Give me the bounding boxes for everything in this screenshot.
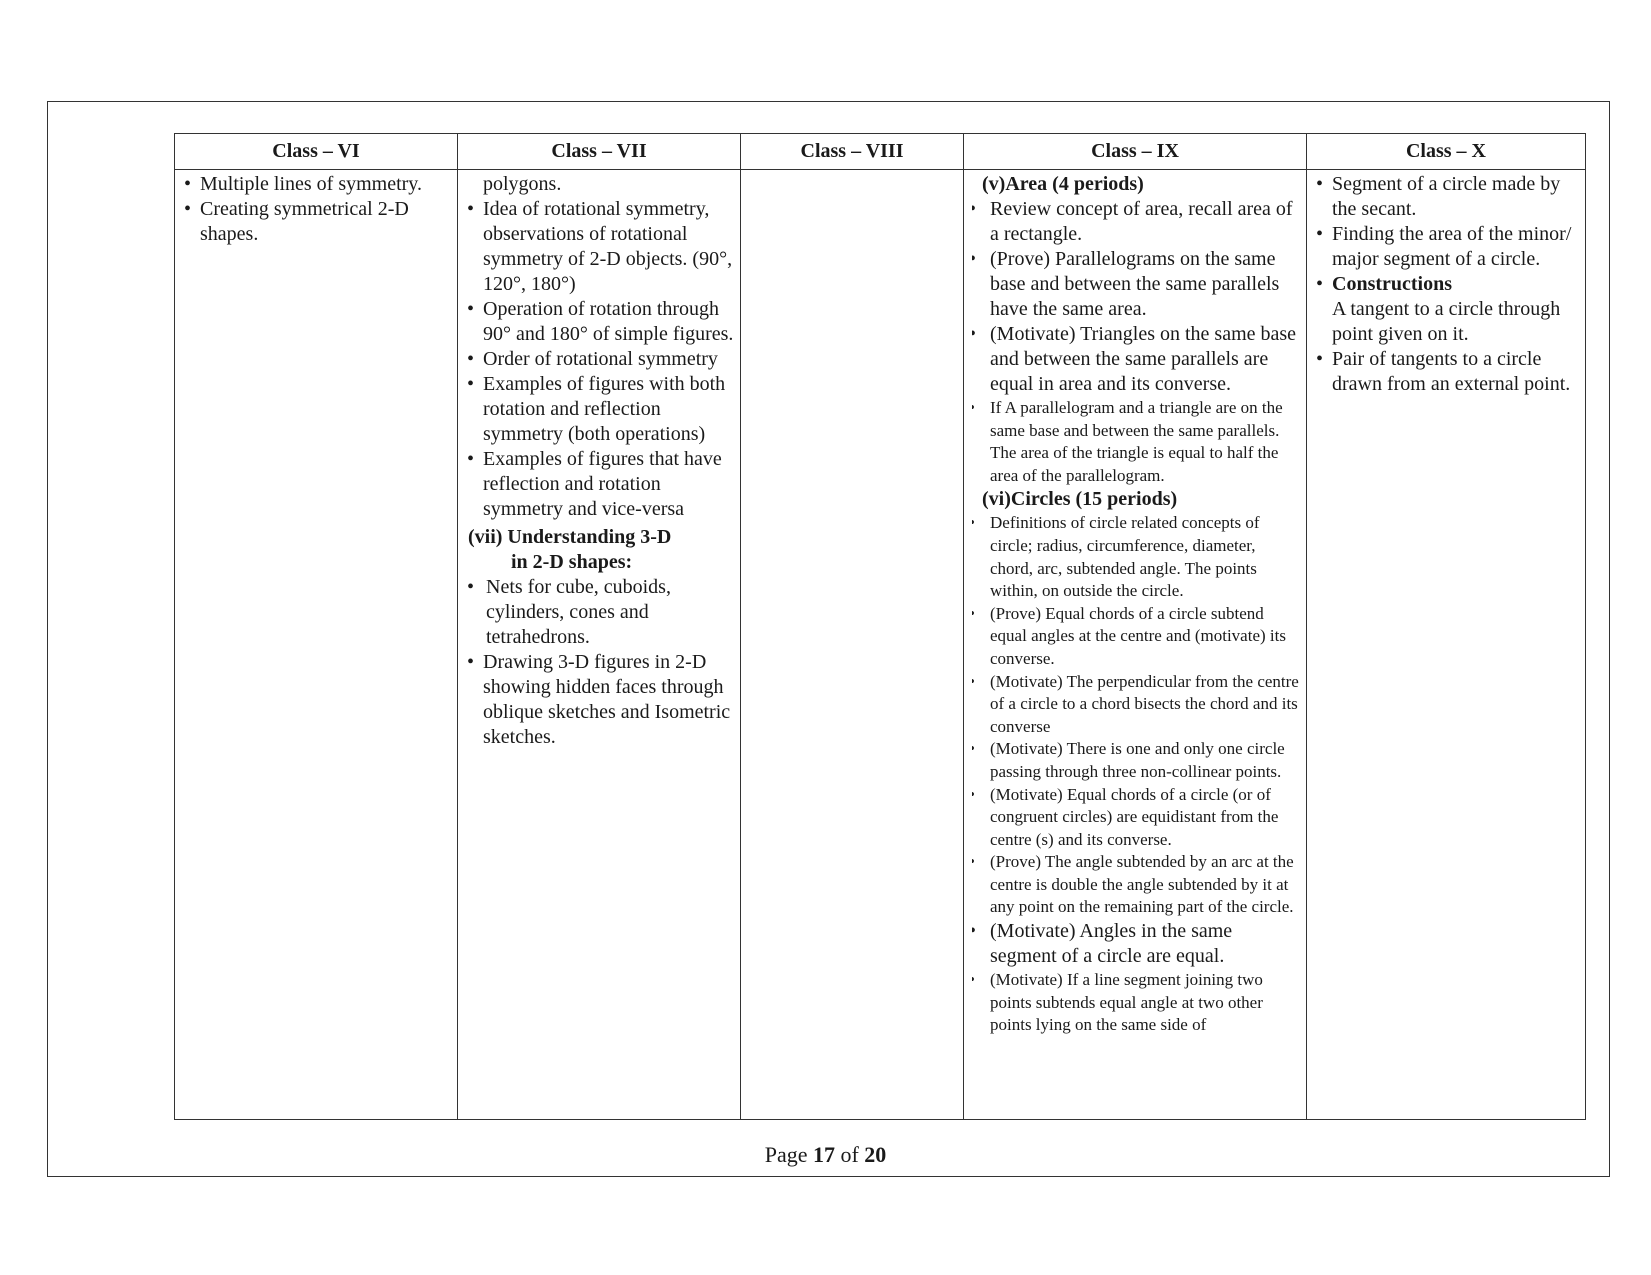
page-total: 20 [864, 1142, 887, 1167]
list-item: • Order of rotational symmetry [466, 347, 736, 372]
page-number [0, 1142, 1651, 1168]
circles-list-a [972, 512, 1302, 919]
list-item: • Examples of figures that have reflection and rotation symmetry and vice-versa [466, 447, 736, 522]
page-of: of [840, 1142, 859, 1167]
list-item: • Finding the area of the minor/ major segment of a circle. [1315, 222, 1579, 272]
cell-class-x [1307, 170, 1586, 1120]
cell-class-viii [741, 170, 964, 1120]
list-item: • (Motivate) Triangles on the same base and between the same parallels are equal in area and its converse. [972, 322, 1302, 397]
page-current: 17 [812, 1142, 835, 1167]
list-item: • (Prove) The angle subtended by an arc at the centre is double the angle subtended by it at any point on the remaining part of the circle. [972, 851, 1302, 919]
class-x-list-b [1315, 347, 1579, 397]
list-item: • (Motivate) Equal chords of a circle (or of congruent circles) are equidistant from the centre (s) and its converse. [972, 784, 1302, 852]
list-item: • Definitions of circle related concepts of circle; radius, circumference, diameter, chord, arc, subtended angle. The points within, on outside the circle. [972, 512, 1302, 602]
list-item: • Creating symmetrical 2-D shapes. [183, 197, 451, 247]
list-item: • Segment of a circle made by the secant. [1315, 172, 1579, 222]
list-item: • If A parallelogram and a triangle are on the same base and between the same parallels. The area of the triangle is equal to half the area of the parallelogram. [972, 397, 1302, 487]
list-item: • (Motivate) If a line segment joining two points subtends equal angle at two other points lying on the same side of [972, 969, 1302, 1037]
list-item: • (Motivate) The perpendicular from the centre of a circle to a chord bisects the chord and its converse [972, 671, 1302, 739]
syllabus-table [174, 133, 1586, 1120]
list-item: • Nets for cube, cuboids, cylinders, cones and tetrahedrons. [466, 575, 736, 650]
list-item: • Pair of tangents to a circle drawn from an external point. [1315, 347, 1579, 397]
class-vii-list [466, 197, 736, 522]
list-item: • (Prove) Equal chords of a circle subtend equal angles at the centre and (motivate) its converse. [972, 603, 1302, 671]
list-item: • (Motivate) Angles in the same segment of a circle are equal. [972, 919, 1302, 969]
page-prefix: Page [764, 1142, 808, 1167]
list-item: • Review concept of area, recall area of a rectangle. [972, 197, 1302, 247]
section-heading-line2: in 2-D shapes: [511, 551, 633, 573]
header-class-viii: Class – VIII [741, 134, 964, 170]
area-heading: (v)Area (4 periods) [982, 173, 1144, 195]
constructions-label: Constructions [1332, 273, 1453, 295]
header-row [175, 134, 1586, 170]
cell-class-vii [458, 170, 741, 1120]
continuation-text: polygons. [483, 173, 562, 195]
list-item: • Operation of rotation through 90° and 180° of simple figures. [466, 297, 736, 347]
class-vii-3d-list [466, 575, 736, 750]
content-row [175, 170, 1586, 1120]
header-class-vii: Class – VII [458, 134, 741, 170]
circles-list-large [972, 919, 1302, 969]
cell-class-vi [175, 170, 458, 1120]
list-item: • Idea of rotational symmetry, observations of rotational symmetry of 2-D objects. (90°, 120°, 180°) [466, 197, 736, 297]
list-item-constructions [1315, 272, 1579, 347]
list-item: • Multiple lines of symmetry. [183, 172, 451, 197]
circles-list-b [972, 969, 1302, 1037]
circles-heading: (vi)Circles (15 periods) [982, 488, 1178, 511]
class-x-list-a [1315, 172, 1579, 347]
section-heading-3d [466, 525, 736, 575]
list-item: • (Prove) Parallelograms on the same base and between the same parallels have the same area. [972, 247, 1302, 322]
header-class-vi: Class – VI [175, 134, 458, 170]
constructions-text: A tangent to a circle through point given on it. [1332, 298, 1561, 345]
header-class-ix: Class – IX [964, 134, 1307, 170]
header-class-x: Class – X [1307, 134, 1586, 170]
class-vi-list [183, 172, 451, 247]
section-heading-line1: (vii) Understanding 3-D [468, 526, 672, 548]
cell-class-ix [964, 170, 1307, 1120]
area-list-small [972, 397, 1302, 487]
area-list-large [972, 197, 1302, 397]
list-item: • Examples of figures with both rotation and reflection symmetry (both operations) [466, 372, 736, 447]
list-item: • Drawing 3-D figures in 2-D showing hidden faces through oblique sketches and Isometric sketches. [466, 650, 736, 750]
list-item: • (Motivate) There is one and only one circle passing through three non-collinear points. [972, 738, 1302, 783]
